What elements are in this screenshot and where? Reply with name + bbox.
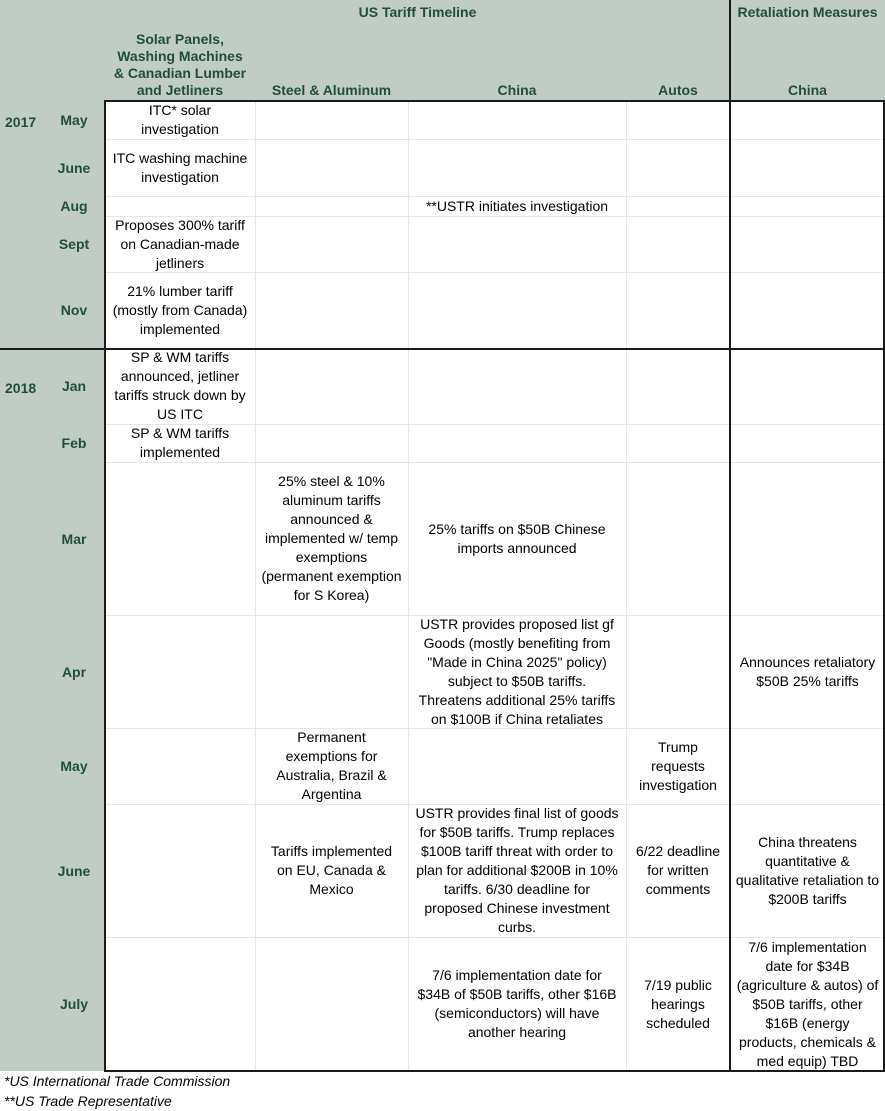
month-label: June: [57, 159, 91, 176]
timeline-cell-autos: 6/22 deadline for written comments: [635, 843, 721, 897]
year-2017: 2017: [5, 114, 37, 130]
year-2018: 2018: [5, 380, 37, 396]
timeline-cell-retaliation: Announces retaliatory $50B 25% tariffs: [739, 653, 876, 689]
timeline-cell-steel: [255, 937, 408, 1071]
timeline-cell-steel: [255, 216, 408, 272]
timeline-cell-solar: [105, 728, 255, 804]
retaliation-divider: [729, 0, 731, 1072]
timeline-cell-retaliation: 7/6 implementation date for $34B (agriculture & autos) of $50B tariffs, other $16B (energy products, chemicals & med equip) TBD: [736, 938, 879, 1069]
timeline-cell-retaliation: [730, 462, 885, 615]
timeline-cell-china: [408, 348, 626, 424]
timeline-cell-retaliation: [730, 424, 885, 462]
timeline-cell-steel: Permanent exemptions for Australia, Brazil & Argentina: [276, 729, 387, 802]
timeline-cell-autos: 7/19 public hearings scheduled: [644, 976, 712, 1031]
timeline-cell-steel: Tariffs implemented on EU, Canada & Mexico: [270, 843, 393, 897]
month-label: Nov: [60, 302, 88, 318]
timeline-cell-steel: [255, 139, 408, 196]
timeline-cell-autos: [626, 101, 730, 139]
timeline-cell-china: **USTR initiates investigation: [425, 197, 609, 214]
timeline-cell-china: [408, 101, 626, 139]
timeline-cell-autos: [626, 348, 730, 424]
timeline-cell-china: [408, 728, 626, 804]
column-header-autos: Autos: [658, 82, 698, 98]
timeline-cell-solar: ITC washing machine investigation: [112, 149, 248, 185]
timeline-cell-solar: SP & WM tariffs announced, jetliner tariffs struck down by US ITC: [114, 349, 246, 422]
timeline-cell-solar: [105, 615, 255, 728]
timeline-cell-steel: [255, 272, 408, 348]
timeline-cell-retaliation: China threatens quantitative & qualitative retaliation to $200B tariffs: [735, 833, 880, 907]
year-divider: [0, 348, 885, 350]
timeline-cell-autos: [626, 462, 730, 615]
timeline-cell-autos: [626, 615, 730, 728]
timeline-cell-china: 7/6 implementation date for $34B of $50B tariffs, other $16B (semiconductors) will have another hearing: [417, 967, 617, 1040]
column-header-china: China: [497, 82, 537, 98]
timeline-cell-china: [408, 272, 626, 348]
timeline-cell-steel: [255, 101, 408, 139]
timeline-cell-steel: 25% steel & 10% aluminum tariffs announced & implemented w/ temp exemptions (permanent exemption for S Korea): [261, 473, 402, 603]
timeline-cell-autos: [626, 216, 730, 272]
column-header-solar: Solar Panels, Washing Machines & Canadian Lumber and Jetliners: [113, 31, 247, 98]
retaliation-measures-header: Retaliation Measures: [737, 4, 878, 20]
table-border-top: [104, 100, 885, 102]
month-label: Sept: [58, 236, 90, 252]
timeline-cell-autos: [626, 272, 730, 348]
timeline-cell-china: USTR provides final list of goods for $50B tariffs. Trump replaces $100B tariff threat with order to plan for additional $200B in 10% tariffs. 6/30 deadline for proposed Chinese investment curbs.: [415, 805, 619, 935]
timeline-cell-china: [408, 424, 626, 462]
table-border-left: [104, 100, 106, 1072]
month-label: Feb: [61, 435, 87, 451]
timeline-cell-retaliation: [730, 139, 885, 196]
timeline-cell-autos: [626, 424, 730, 462]
column-header-steel: Steel & Aluminum: [271, 82, 392, 98]
timeline-cell-solar: SP & WM tariffs implemented: [130, 425, 230, 460]
timeline-cell-retaliation: [730, 728, 885, 804]
timeline-cell-autos: [626, 139, 730, 196]
timeline-cell-china: [408, 139, 626, 196]
timeline-cell-solar: ITC* solar investigation: [141, 102, 219, 137]
timeline-cell-retaliation: [730, 101, 885, 139]
timeline-cell-solar: [105, 804, 255, 937]
timeline-cell-china: 25% tariffs on $50B Chinese imports announced: [428, 520, 606, 556]
timeline-cell-solar: [105, 937, 255, 1071]
footnote-itc: *US International Trade Commission: [4, 1073, 231, 1089]
month-label: Mar: [61, 530, 87, 547]
month-label: May: [60, 758, 88, 774]
timeline-cell-solar: 21% lumber tariff (mostly from Canada) implemented: [112, 282, 248, 337]
month-label: July: [59, 996, 88, 1012]
timeline-cell-china: USTR provides proposed list gf Goods (mostly benefiting from "Made in China 2025" policy) subject to $50B tariffs. Threatens additional 25% tariffs on $100B if China retaliates: [418, 615, 616, 727]
us-tariff-timeline-header: US Tariff Timeline: [358, 4, 477, 20]
timeline-cell-solar: [105, 196, 255, 216]
timeline-cell-autos: Trump requests investigation: [639, 738, 717, 793]
timeline-cell-solar: [105, 462, 255, 615]
timeline-cell-retaliation: [730, 196, 885, 216]
timeline-cell-steel: [255, 615, 408, 728]
timeline-cell-autos: [626, 196, 730, 216]
column-header-retaliation-china: China: [788, 82, 827, 98]
month-label: Jan: [61, 378, 87, 394]
timeline-cell-retaliation: [730, 348, 885, 424]
timeline-cell-steel: [255, 196, 408, 216]
timeline-cell-solar: Proposes 300% tariff on Canadian-made jetliners: [115, 216, 245, 271]
timeline-cell-steel: [255, 348, 408, 424]
month-label: June: [57, 862, 91, 879]
month-label: May: [60, 112, 88, 128]
timeline-cell-retaliation: [730, 216, 885, 272]
month-label: Aug: [60, 198, 88, 214]
month-label: Apr: [61, 663, 87, 680]
timeline-cell-steel: [255, 424, 408, 462]
footnote-ustr: **US Trade Representative: [4, 1093, 172, 1109]
timeline-cell-retaliation: [730, 272, 885, 348]
timeline-cell-china: [408, 216, 626, 272]
